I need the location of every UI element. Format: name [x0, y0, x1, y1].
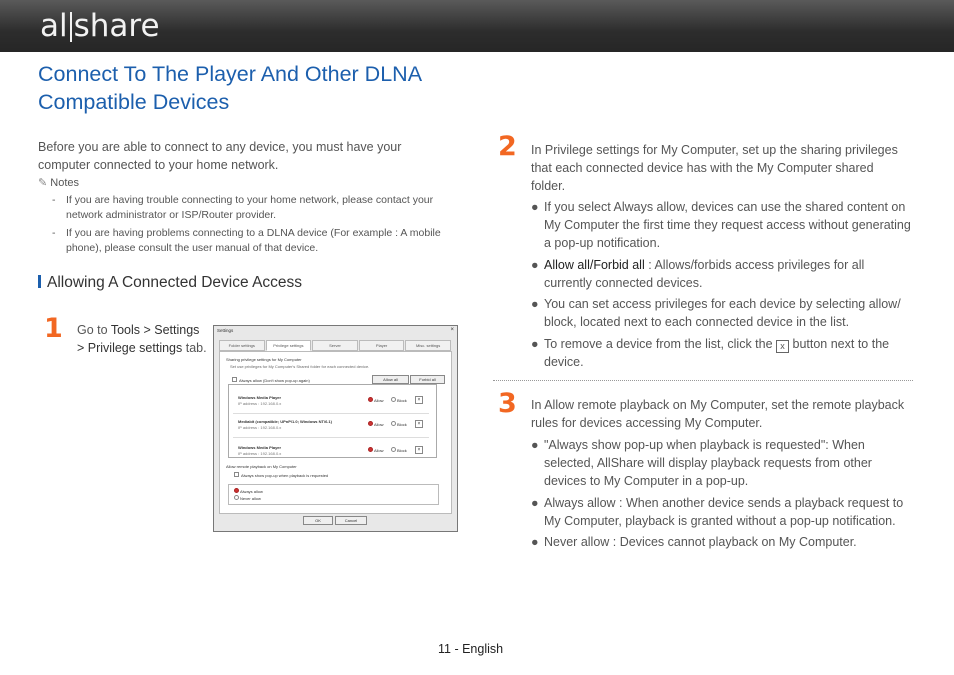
pencil-icon: ✎ [38, 177, 48, 189]
tab-folder-settings: Folder settings [219, 340, 265, 351]
step1-text: Go to Tools > Settings > Privilege settings tab. [77, 323, 207, 355]
step-number-2: 2 [498, 131, 517, 162]
settings-screenshot [213, 325, 458, 532]
step2-bullet: ● Allow all/Forbid all : Allows/forbids access privileges for all currently connected devices. [531, 258, 865, 290]
intro-text: Before you are able to connect to any device, you must have your computer connected to your home network. [38, 140, 402, 172]
device-row: Windows Media Player IP address : 192.168.0.x Allow Block × [233, 393, 429, 414]
tab-misc-settings: Misc. settings [405, 340, 451, 351]
device-row: Mediabit (compatible; UPnP/1.0; Windows NT/6.1) IP address : 192.168.0.x Allow Block × [233, 417, 429, 438]
forbid-all-button: Forbid all [410, 375, 445, 384]
step2-bullet: ● You can set access privileges for each device by selecting allow/ block, located next to each connected device in the list. [531, 297, 901, 329]
remove-icon: x [776, 340, 789, 353]
step2-bullet: ● If you select Always allow, devices can use the shared content on My Computer the first time they request access without generating a pop-up notification. [531, 200, 911, 250]
remove-icon: × [415, 396, 423, 404]
note-item: - If you are having problems connecting to a DLNA device (For example : A mobile phone), please consult the user manual of that device. [52, 227, 441, 254]
step2-bullet: ● To remove a device from the list, click the x button next to the device. [531, 337, 890, 369]
settings-tabs [219, 340, 452, 351]
remove-icon: × [415, 420, 423, 428]
page-title: Connect To The Player And Other DLNA Compatible Devices [38, 62, 421, 114]
section-heading: Allowing A Connected Device Access [38, 274, 302, 292]
step3-text: In Allow remote playback on My Computer, set the remote playback rules for devices accessing My Computer. [531, 398, 905, 430]
note-item: - If you are having trouble connecting to your home network, please contact your network administrator or ISP/Router provider. [52, 194, 434, 221]
remote-options: Always allow Never allow [228, 484, 439, 505]
ok-button: OK [303, 516, 333, 525]
step-number-1: 1 [44, 313, 63, 344]
step-number-3: 3 [498, 388, 517, 419]
device-list [228, 384, 437, 458]
close-icon: × [450, 327, 454, 333]
step3-bullet: ● Never allow : Devices cannot playback on My Computer. [531, 535, 857, 549]
tab-privilege-settings: Privilege settings [266, 340, 312, 351]
divider [493, 380, 913, 381]
header-bar [0, 0, 954, 52]
page-footer: 11 - English [438, 642, 504, 656]
step2-text: In Privilege settings for My Computer, set up the sharing privileges that each connected device has with the My Computer shared folder. [531, 143, 898, 193]
remote-check: Always show pop-up when playback is requested [234, 472, 328, 478]
cancel-button: Cancel [335, 516, 367, 525]
device-row: Windows Media Player IP address : 192.168.0.x Allow Block × [233, 443, 429, 458]
step3-bullet: ● Always allow : When another device sends a playback request to My Computer, playback is granted without a pop-up notification. [531, 496, 904, 528]
allow-all-button: Allow all [372, 375, 409, 384]
remote-heading: Allow remote playback on My Computer [226, 464, 297, 469]
allshare-logo: al share [40, 8, 160, 44]
notes-heading: ✎ Notes [38, 177, 80, 189]
tab-player: Player [359, 340, 405, 351]
tab-server: Server [312, 340, 358, 351]
sharing-desc: Set use privileges for My Computer's Shared folder for each connected device. [230, 364, 370, 369]
step3-bullet: ● "Always show pop-up when playback is requested": When selected, AllShare will display playback requests from other devices to My Computer in a pop-up. [531, 438, 872, 488]
window-title: Settings [217, 328, 234, 333]
sharing-heading: Sharing privilege settings for My Computer [226, 357, 302, 362]
remove-icon: × [415, 446, 423, 454]
always-allow-check: Always allow (Don't show pop-up again) [232, 377, 310, 383]
